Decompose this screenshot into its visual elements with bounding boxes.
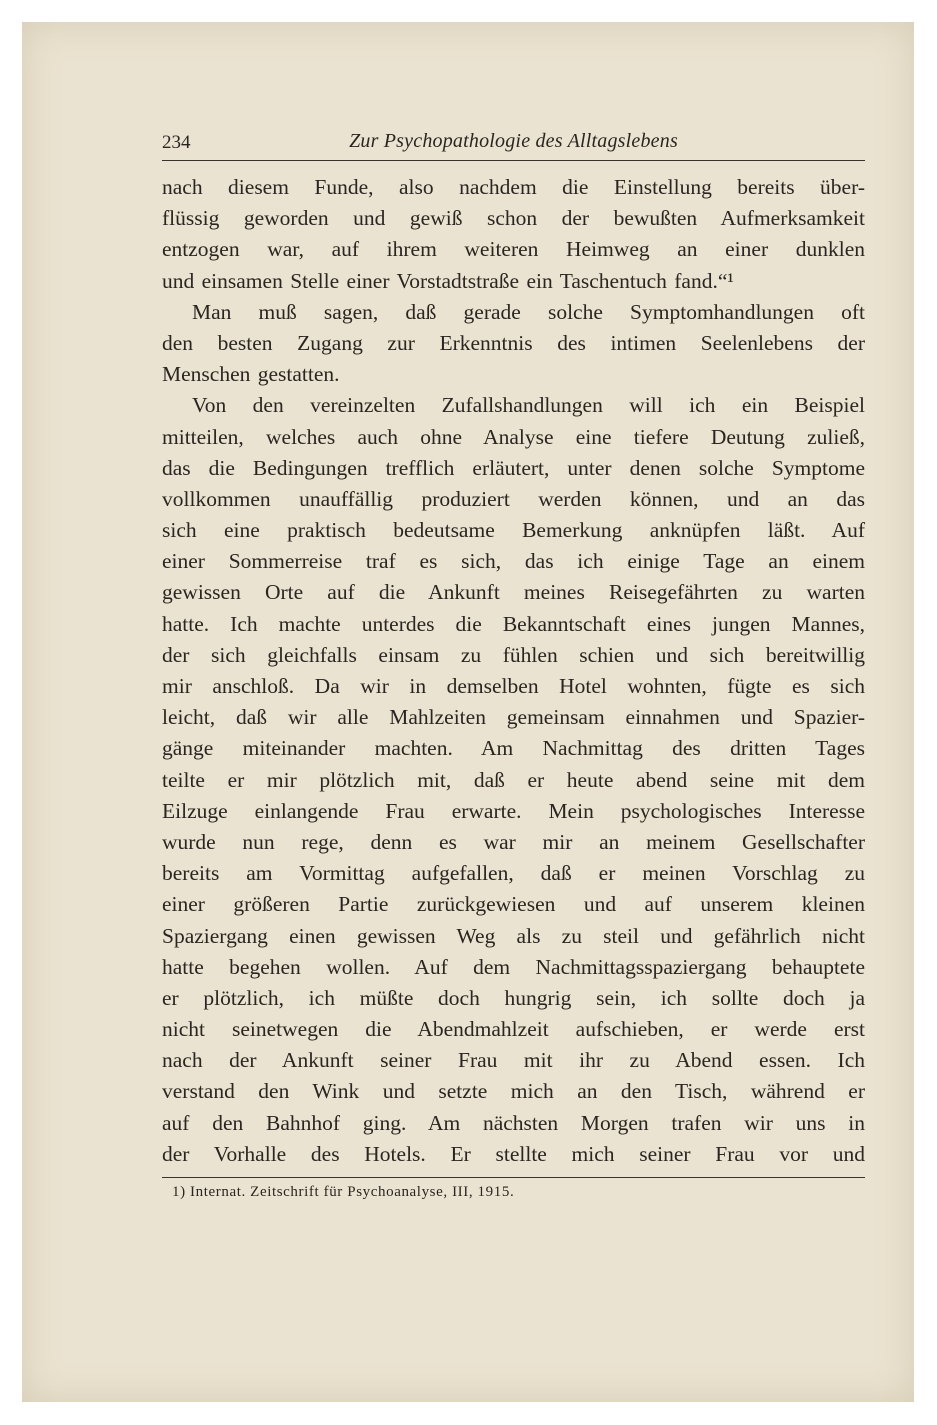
footnote: 1) Internat. Zeitschrift für Psychoanalyse, III, 1915. bbox=[172, 1184, 515, 1200]
text-line: gänge miteinander machten. Am Nachmittag des dritten Tages bbox=[162, 736, 865, 761]
text-line: hatte. Ich machte unterdes die Bekanntschaft eines jungen Mannes, bbox=[162, 611, 865, 636]
text-line: der sich gleichfalls einsam zu fühlen schien und sich bereitwillig bbox=[162, 642, 865, 667]
text-line: einer Sommerreise traf es sich, das ich einige Tage an einem bbox=[162, 549, 865, 574]
text-line: Menschen gestatten. bbox=[162, 362, 340, 387]
text-line: sich eine praktisch bedeutsame Bemerkung anknüpfen läßt. Auf bbox=[162, 518, 865, 543]
text-line: nach der Ankunft seiner Frau mit ihr zu Abend essen. Ich bbox=[162, 1048, 865, 1073]
page-number: 234 bbox=[162, 132, 191, 153]
text-line: teilte er mir plötzlich mit, daß er heute abend seine mit dem bbox=[162, 767, 865, 792]
page-header bbox=[162, 128, 865, 158]
footnote-rule bbox=[162, 1177, 865, 1178]
text-line: mir anschloß. Da wir in demselben Hotel wohnten, fügte es sich bbox=[162, 674, 865, 698]
text-line: Von den vereinzelten Zufallshandlungen will ich ein Beispiel bbox=[192, 393, 865, 418]
text-line: hatte begehen wollen. Auf dem Nachmittagsspaziergang behauptete bbox=[162, 954, 865, 979]
text-line: und einsamen Stelle einer Vorstadtstraße ein Taschentuch fand.“¹ bbox=[162, 268, 734, 293]
text-line: leicht, daß wir alle Mahlzeiten gemeinsam einnahmen und Spazier- bbox=[162, 705, 865, 730]
text-line: Man muß sagen, daß gerade solche Symptomhandlungen oft bbox=[192, 299, 865, 324]
text-line: nach diesem Funde, also nachdem die Einstellung bereits über- bbox=[162, 175, 865, 199]
text-line: nicht seinetwegen die Abendmahlzeit aufschieben, er werde erst bbox=[162, 1017, 865, 1042]
body-text bbox=[162, 172, 865, 1170]
text-line: Eilzuge einlangende Frau erwarte. Mein psychologisches Interesse bbox=[162, 798, 865, 823]
text-line: mitteilen, welches auch ohne Analyse eine tiefere Deutung zuließ, bbox=[162, 424, 865, 449]
text-line: er plötzlich, ich müßte doch hungrig sein, ich sollte doch ja bbox=[162, 985, 865, 1010]
text-line: das die Bedingungen trefflich erläutert, unter denen solche Symptome bbox=[162, 455, 865, 480]
text-line: den besten Zugang zur Erkenntnis des intimen Seelenlebens der bbox=[162, 330, 865, 355]
text-line: vollkommen unauffällig produziert werden können, und an das bbox=[162, 486, 865, 511]
text-line: entzogen war, auf ihrem weiteren Heimweg an einer dunklen bbox=[162, 237, 865, 262]
text-line: verstand den Wink und setzte mich an den Tisch, während er bbox=[162, 1079, 865, 1104]
text-line: wurde nun rege, denn es war mir an meinem Gesellschafter bbox=[162, 829, 865, 854]
text-line: flüssig geworden und gewiß schon der bewußten Aufmerksamkeit bbox=[162, 206, 865, 231]
running-title: Zur Psychopathologie des Alltagslebens bbox=[349, 130, 678, 152]
text-line: gewissen Orte auf die Ankunft meines Reisegefährten zu warten bbox=[162, 580, 865, 605]
text-line: einer größeren Partie zurückgewiesen und auf unserem kleinen bbox=[162, 892, 865, 917]
text-line: der Vorhalle des Hotels. Er stellte mich seiner Frau vor und bbox=[162, 1141, 865, 1166]
header-rule bbox=[162, 160, 865, 161]
text-line: auf den Bahnhof ging. Am nächsten Morgen trafen wir uns in bbox=[162, 1110, 865, 1135]
text-line: bereits am Vormittag aufgefallen, daß er meinen Vorschlag zu bbox=[162, 861, 865, 886]
text-line: Spaziergang einen gewissen Weg als zu steil und gefährlich nicht bbox=[162, 923, 865, 948]
